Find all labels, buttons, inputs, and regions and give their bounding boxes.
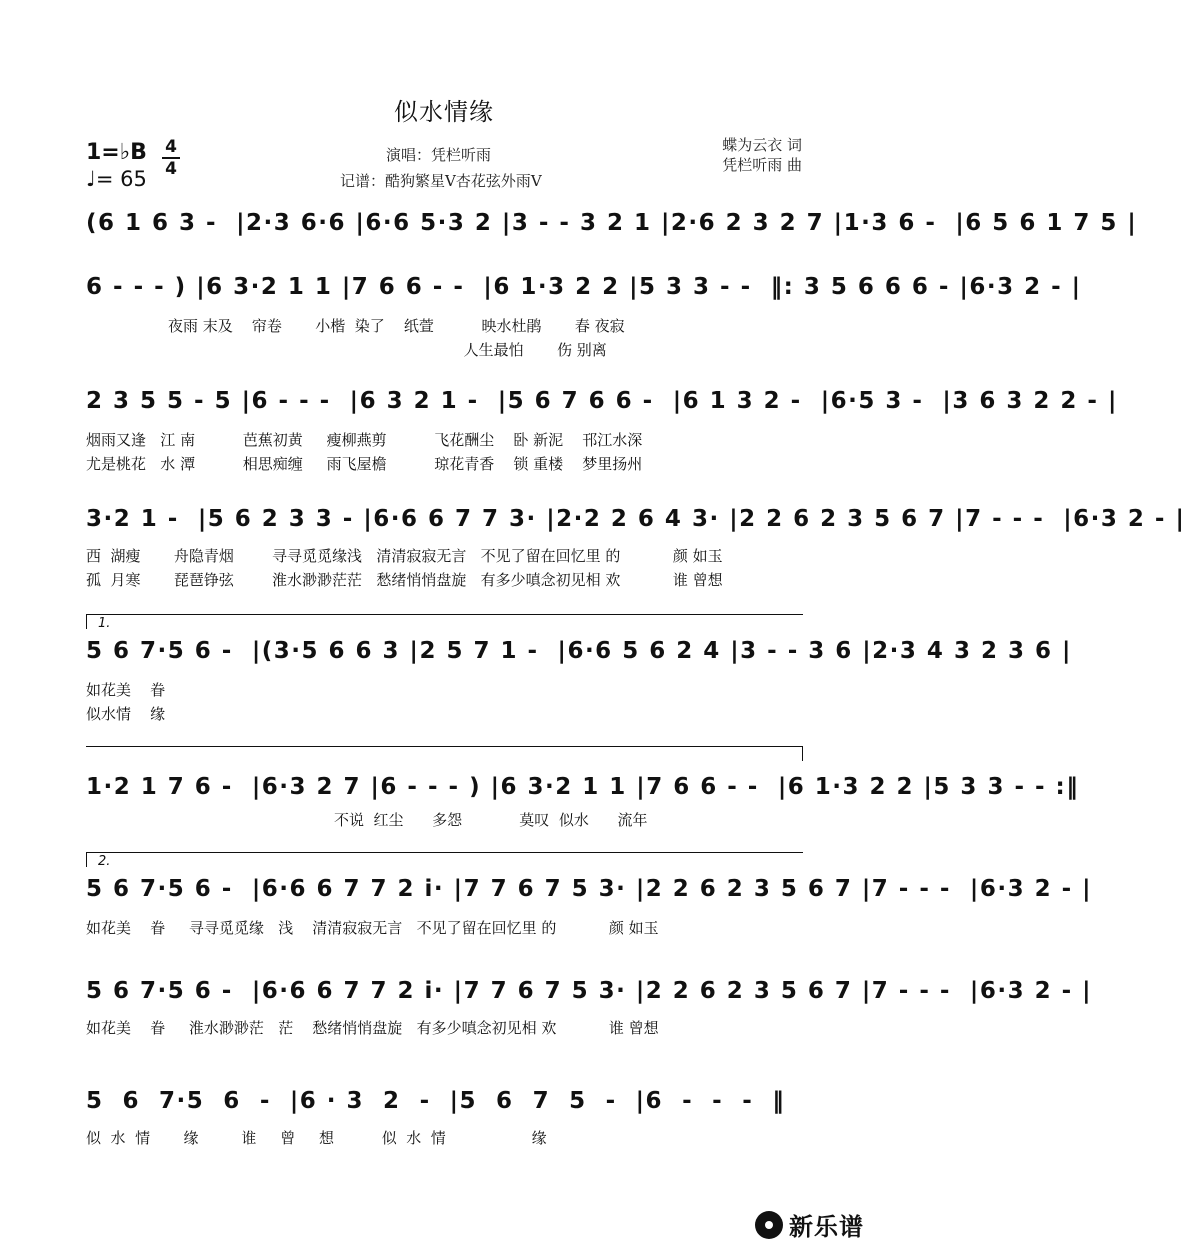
lyrics-verse-1: 夜雨 末及 帘卷 小楷 染了 纸萱 映水杜鹃 春 夜寂 (168, 317, 625, 335)
notes-line: 6 - - - ) |6 3·2 1 1 |7 6 6 - - |6 1·3 2 2 |5 3 3 - - ‖: 3 5 6 6 6 - |6·3 2 - | (86, 274, 1082, 300)
lyrics-verse-1: 烟雨又逢 江 南 芭蕉初黄 瘦柳燕剪 飞花酬尘 卧 新泥 邗江水深 (86, 431, 643, 449)
volta-2-label: 2. (98, 854, 111, 869)
notes-line: 1·2 1 7 6 - |6·3 2 7 |6 - - - ) |6 3·2 1 1 |7 6 6 - - |6 1·3 2 2 |5 3 3 - - :‖ (86, 774, 1080, 800)
vinyl-disc-icon (755, 1211, 783, 1239)
time-signature-top: 4 (165, 137, 177, 157)
volta-1-bracket (86, 614, 803, 629)
lyrics-verse-2: 孤 月寒 琵琶铮弦 淮水渺渺茫茫 愁绪悄悄盘旋 有多少嗔念初见相 欢 谁 曾想 (86, 571, 723, 589)
time-signature (162, 138, 180, 178)
notes-line: 5 6 7·5 6 - |6 · 3 2 - |5 6 7 5 - |6 - - - ‖ (86, 1088, 786, 1114)
lyrics-verse-2: 似水情 缘 (86, 705, 166, 723)
lyrics-verse-1: 似 水 情 缘 谁 曾 想 似 水 情 缘 (86, 1129, 547, 1147)
notes-line: (6 1 6 3 - |2·3 6·6 |6·6 5·3 2 |3 - - 3 2 1 |2·6 2 3 2 7 |1·3 6 - |6 5 6 1 7 5 | (86, 210, 1138, 236)
page-title: 似水情缘 (394, 98, 494, 126)
composer-credit: 凭栏听雨 曲 (722, 156, 802, 174)
lyricist-credit: 蝶为云衣 词 (722, 136, 802, 154)
lyrics-verse-2: 人生最怕 伤 别离 (168, 341, 607, 359)
lyrics-verse-2: 尤是桃花 水 潭 相思痴缠 雨飞屋檐 琼花青香 锁 重楼 梦里扬州 (86, 455, 643, 473)
singer-credit: 演唱：凭栏听雨 (386, 146, 492, 164)
notes-line: 5 6 7·5 6 - |6·6 6 7 7 2 i· |7 7 6 7 5 3· |2 2 6 2 3 5 6 7 |7 - - - |6·3 2 - | (86, 876, 1093, 902)
lyrics-verse-1: 如花美 眷 寻寻觅觅缘 浅 清清寂寂无言 不见了留在回忆里 的 颜 如玉 (86, 919, 659, 937)
logo-text: 新乐谱 (789, 1213, 864, 1241)
time-signature-bottom: 4 (165, 159, 177, 179)
notes-line: 2 3 5 5 - 5 |6 - - - |6 3 2 1 - |5 6 7 6 6 - |6 1 3 2 - |6·5 3 - |3 6 3 2 2 - | (86, 388, 1118, 414)
notes-line: 3·2 1 - |5 6 2 3 3 - |6·6 6 7 7 3· |2·2 2 6 4 3· |2 2 6 2 3 5 6 7 |7 - - - |6·3 2 - | (86, 506, 1185, 532)
lyrics-verse-1: 不说 红尘 多怨 莫叹 似水 流年 (86, 811, 648, 829)
volta-1-end-bracket (86, 746, 803, 761)
lyrics-verse-1: 如花美 眷 淮水渺渺茫 茫 愁绪悄悄盘旋 有多少嗔念初见相 欢 谁 曾想 (86, 1019, 659, 1037)
lyrics-verse-1: 如花美 眷 (86, 681, 166, 699)
notes-line: 5 6 7·5 6 - |(3·5 6 6 3 |2 5 7 1 - |6·6 5 6 2 4 |3 - - 3 6 |2·3 4 3 2 3 6 | (86, 638, 1072, 664)
site-logo (755, 1207, 864, 1242)
volta-2-bracket (86, 852, 803, 867)
transcriber-credit: 记谱：酷狗繁星V杏花弦外雨V (340, 172, 542, 190)
tempo-marking: ♩= 65 (86, 167, 147, 191)
notes-line: 5 6 7·5 6 - |6·6 6 7 7 2 i· |7 7 6 7 5 3· |2 2 6 2 3 5 6 7 |7 - - - |6·3 2 - | (86, 978, 1093, 1004)
lyrics-verse-1: 西 湖瘦 舟隐青烟 寻寻觅觅缘浅 清清寂寂无言 不见了留在回忆里 的 颜 如玉 (86, 547, 723, 565)
key-signature: 1=♭B (86, 140, 147, 165)
volta-1-label: 1. (98, 616, 111, 631)
